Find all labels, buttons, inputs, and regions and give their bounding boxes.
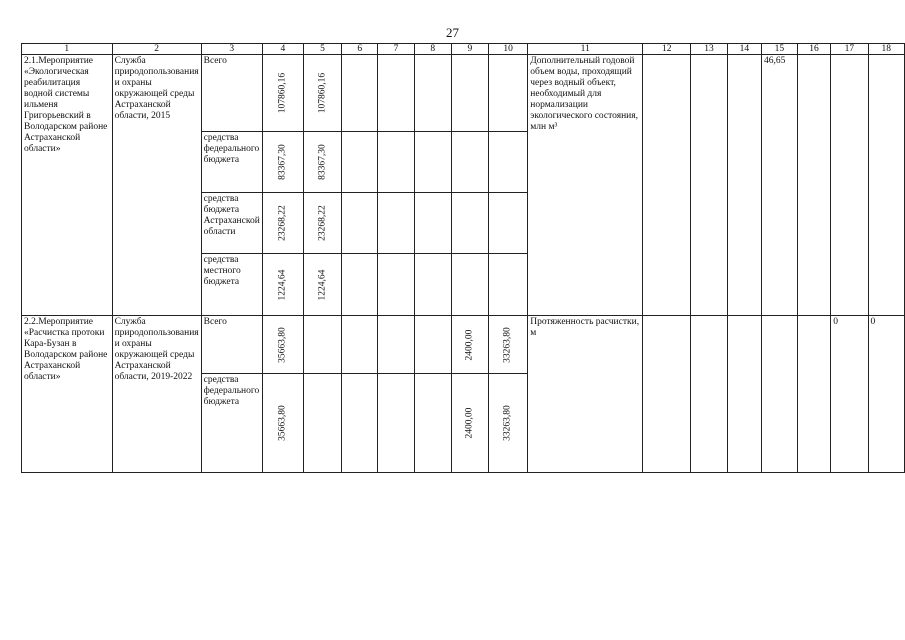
value-cell xyxy=(262,374,303,473)
empty-cell xyxy=(691,316,727,473)
empty-cell xyxy=(378,132,414,193)
header-cell: 12 xyxy=(643,44,691,55)
empty-cell xyxy=(342,55,378,132)
value-cell xyxy=(451,254,488,316)
program-table xyxy=(21,43,905,473)
empty-cell xyxy=(727,55,761,316)
empty-cell xyxy=(378,55,414,132)
source-cell: средства местного бюджета xyxy=(201,254,262,316)
empty-cell xyxy=(414,55,451,132)
header-cell: 6 xyxy=(342,44,378,55)
header-cell: 16 xyxy=(797,44,830,55)
value-cell xyxy=(489,55,528,132)
value-cell xyxy=(451,374,488,473)
target-value-cell: 0 xyxy=(868,316,904,473)
header-cell: 18 xyxy=(868,44,904,55)
target-value-cell xyxy=(868,55,904,316)
value-cell xyxy=(303,316,341,374)
value-cell xyxy=(489,316,528,374)
value-text: 107860,16 xyxy=(317,72,328,114)
value-text: 2400,00 xyxy=(464,407,475,439)
empty-cell xyxy=(378,374,414,473)
empty-cell xyxy=(378,193,414,254)
value-cell xyxy=(303,132,341,193)
source-cell: средства федерального бюджета xyxy=(201,132,262,193)
empty-cell xyxy=(797,55,830,316)
empty-cell xyxy=(643,316,691,473)
value-cell xyxy=(262,254,303,316)
header-cell: 14 xyxy=(727,44,761,55)
empty-cell xyxy=(414,193,451,254)
target-value-cell xyxy=(831,55,868,316)
source-cell: Всего xyxy=(201,55,262,132)
header-cell: 9 xyxy=(451,44,488,55)
empty-cell xyxy=(414,316,451,374)
header-cell: 1 xyxy=(22,44,113,55)
indicator-cell: Протяженность расчистки, м xyxy=(528,316,643,473)
empty-cell xyxy=(797,316,830,473)
value-cell xyxy=(451,132,488,193)
event-cell: 2.2.Мероприятие «Расчистка протоки Кара-Бузан в Володарском районе Астраханской области» xyxy=(22,316,113,473)
header-cell: 5 xyxy=(303,44,341,55)
target-value-cell xyxy=(762,316,798,473)
empty-cell xyxy=(378,316,414,374)
value-text: 23268,22 xyxy=(317,205,328,241)
empty-cell xyxy=(342,374,378,473)
table-row xyxy=(22,55,905,132)
indicator-cell: Дополнительный годовой объем воды, проходящий через водный объект, необходимый для нормализации экологического состояния, млн м³ xyxy=(528,55,643,316)
header-cell: 10 xyxy=(489,44,528,55)
header-cell: 8 xyxy=(414,44,451,55)
page-number: 27 xyxy=(446,25,459,40)
value-text: 33263,80 xyxy=(502,405,513,441)
empty-cell xyxy=(342,193,378,254)
value-text: 107860,16 xyxy=(277,72,288,114)
header-cell: 13 xyxy=(691,44,727,55)
value-text: 35663,80 xyxy=(277,326,288,363)
value-text: 83367,30 xyxy=(277,144,288,180)
header-cell: 7 xyxy=(378,44,414,55)
value-cell xyxy=(489,374,528,473)
value-text: 1224,64 xyxy=(277,269,288,300)
source-cell: средства федерального бюджета xyxy=(201,374,262,473)
value-cell xyxy=(303,254,341,316)
value-text: 35663,80 xyxy=(277,405,288,441)
executor-cell: Служба природопользования и охраны окружающей среды Астраханской области, 2015 xyxy=(112,55,201,316)
empty-cell xyxy=(414,254,451,316)
target-value-cell: 46,65 xyxy=(762,55,798,316)
empty-cell xyxy=(643,55,691,316)
header-cell: 4 xyxy=(262,44,303,55)
value-cell xyxy=(262,193,303,254)
header-cell: 11 xyxy=(528,44,643,55)
value-cell xyxy=(303,193,341,254)
empty-cell xyxy=(342,316,378,374)
executor-cell: Служба природопользования и охраны окружающей среды Астраханской области, 2019-2022 xyxy=(112,316,201,473)
empty-cell xyxy=(342,132,378,193)
empty-cell xyxy=(727,316,761,473)
value-cell xyxy=(489,132,528,193)
value-cell xyxy=(262,55,303,132)
value-cell xyxy=(489,193,528,254)
header-cell: 15 xyxy=(762,44,798,55)
value-cell xyxy=(303,55,341,132)
header-cell: 3 xyxy=(201,44,262,55)
value-text: 1224,64 xyxy=(317,269,328,300)
value-cell xyxy=(489,254,528,316)
empty-cell xyxy=(414,132,451,193)
header-row xyxy=(22,44,905,55)
target-value-cell: 0 xyxy=(831,316,868,473)
value-cell xyxy=(262,132,303,193)
source-cell: Всего xyxy=(201,316,262,374)
event-cell: 2.1.Мероприятие «Экологическая реабилитация водной системы ильменя Григорьевский в Володарском районе Астраханской области» xyxy=(22,55,113,316)
value-cell xyxy=(262,316,303,374)
table-row xyxy=(22,316,905,374)
value-cell xyxy=(451,55,488,132)
empty-cell xyxy=(378,254,414,316)
empty-cell xyxy=(414,374,451,473)
header-cell: 17 xyxy=(831,44,868,55)
empty-cell xyxy=(691,55,727,316)
empty-cell xyxy=(342,254,378,316)
value-cell xyxy=(303,374,341,473)
value-text: 23268,22 xyxy=(277,205,288,241)
value-text: 83367,30 xyxy=(317,144,328,180)
value-text: 2400,00 xyxy=(464,329,475,360)
header-cell: 2 xyxy=(112,44,201,55)
value-text: 33263,80 xyxy=(502,326,513,363)
source-cell: средства бюджета Астраханской области xyxy=(201,193,262,254)
value-cell xyxy=(451,193,488,254)
value-cell xyxy=(451,316,488,374)
